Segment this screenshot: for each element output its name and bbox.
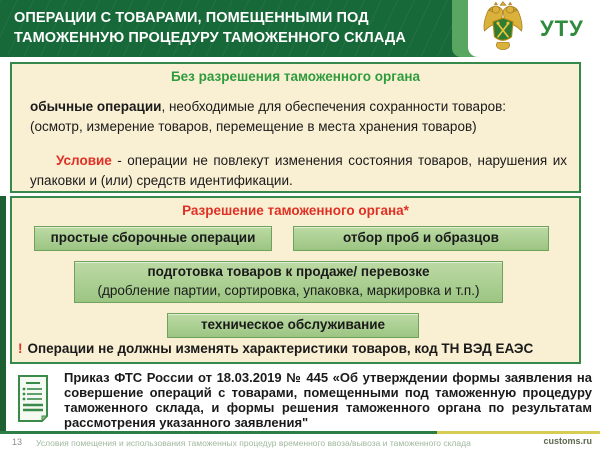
condition-label: Условие bbox=[56, 152, 112, 168]
slide-title: ОПЕРАЦИИ С ТОВАРАМИ, ПОМЕЩЕННЫМИ ПОД ТАМОЖЕННУЮ ПРОЦЕДУРУ ТАМОЖЕННОГО СКЛАДА bbox=[14, 10, 406, 46]
operation-label: техническое обслуживание bbox=[200, 317, 386, 333]
document-icon bbox=[12, 374, 52, 429]
operation-label: отбор проб и образцов bbox=[343, 230, 499, 246]
customs-emblem-icon bbox=[480, 1, 526, 56]
warning-line bbox=[18, 341, 574, 356]
operation-box-preparation bbox=[74, 261, 503, 303]
operation-label: простые сборочные операции bbox=[50, 230, 256, 246]
panel-with-permission-title: Разрешение таможенного органа* bbox=[182, 203, 409, 218]
warning-text: Операции не должны изменять характеристики товаров, код ТН ВЭД ЕАЭС bbox=[27, 341, 534, 356]
ordinary-operations-examples: (осмотр, измерение товаров, перемещение в места хранения товаров) bbox=[30, 119, 477, 135]
operation-box-maintenance bbox=[167, 313, 419, 338]
operation-box-assembly bbox=[34, 226, 272, 251]
left-accent-bar bbox=[0, 196, 6, 431]
ordinary-operations-text bbox=[12, 97, 579, 138]
org-abbr-label: УТУ bbox=[540, 15, 584, 41]
site-label: customs.ru bbox=[543, 436, 592, 446]
operation-sublabel: (дробление партии, сортировка, упаковка, маркировка и т.п.) bbox=[97, 283, 480, 298]
condition-rest: - операции не повлекут изменения состояния товаров, нарушения их упаковки и (или) средств идентификации. bbox=[30, 152, 567, 188]
panel-without-permission bbox=[10, 62, 581, 193]
warning-exclamation-mark: ! bbox=[18, 341, 23, 356]
ordinary-operations-rest: , необходимые для обеспечения сохранности товаров: bbox=[161, 99, 507, 114]
operation-box-samples bbox=[293, 226, 549, 251]
logo-box bbox=[468, 0, 600, 57]
panel-with-permission bbox=[10, 196, 581, 364]
footer-separator-yellow bbox=[437, 431, 600, 434]
decree-text: Приказ ФТС России от 18.03.2019 № 445 «Об утверждении формы заявления на совершение операций с товарами, помещенными под таможенную процедуру таможенного склада, и формы решения таможенного органа по результатам рассмотрения указанного заявления" bbox=[64, 370, 592, 430]
condition-text bbox=[12, 151, 579, 192]
operation-label: подготовка товаров к продаже/ перевозке bbox=[147, 264, 430, 280]
panel-without-permission-title: Без разрешения таможенного органа bbox=[170, 69, 421, 84]
ordinary-operations-bold: обычные операции bbox=[30, 99, 162, 114]
footer-caption: Условия помещения и использования таможенных процедур временного ввоза/вывоза и таможенного склада bbox=[36, 438, 471, 448]
footer-separator-green bbox=[0, 431, 437, 434]
page-number: 13 bbox=[12, 437, 23, 447]
